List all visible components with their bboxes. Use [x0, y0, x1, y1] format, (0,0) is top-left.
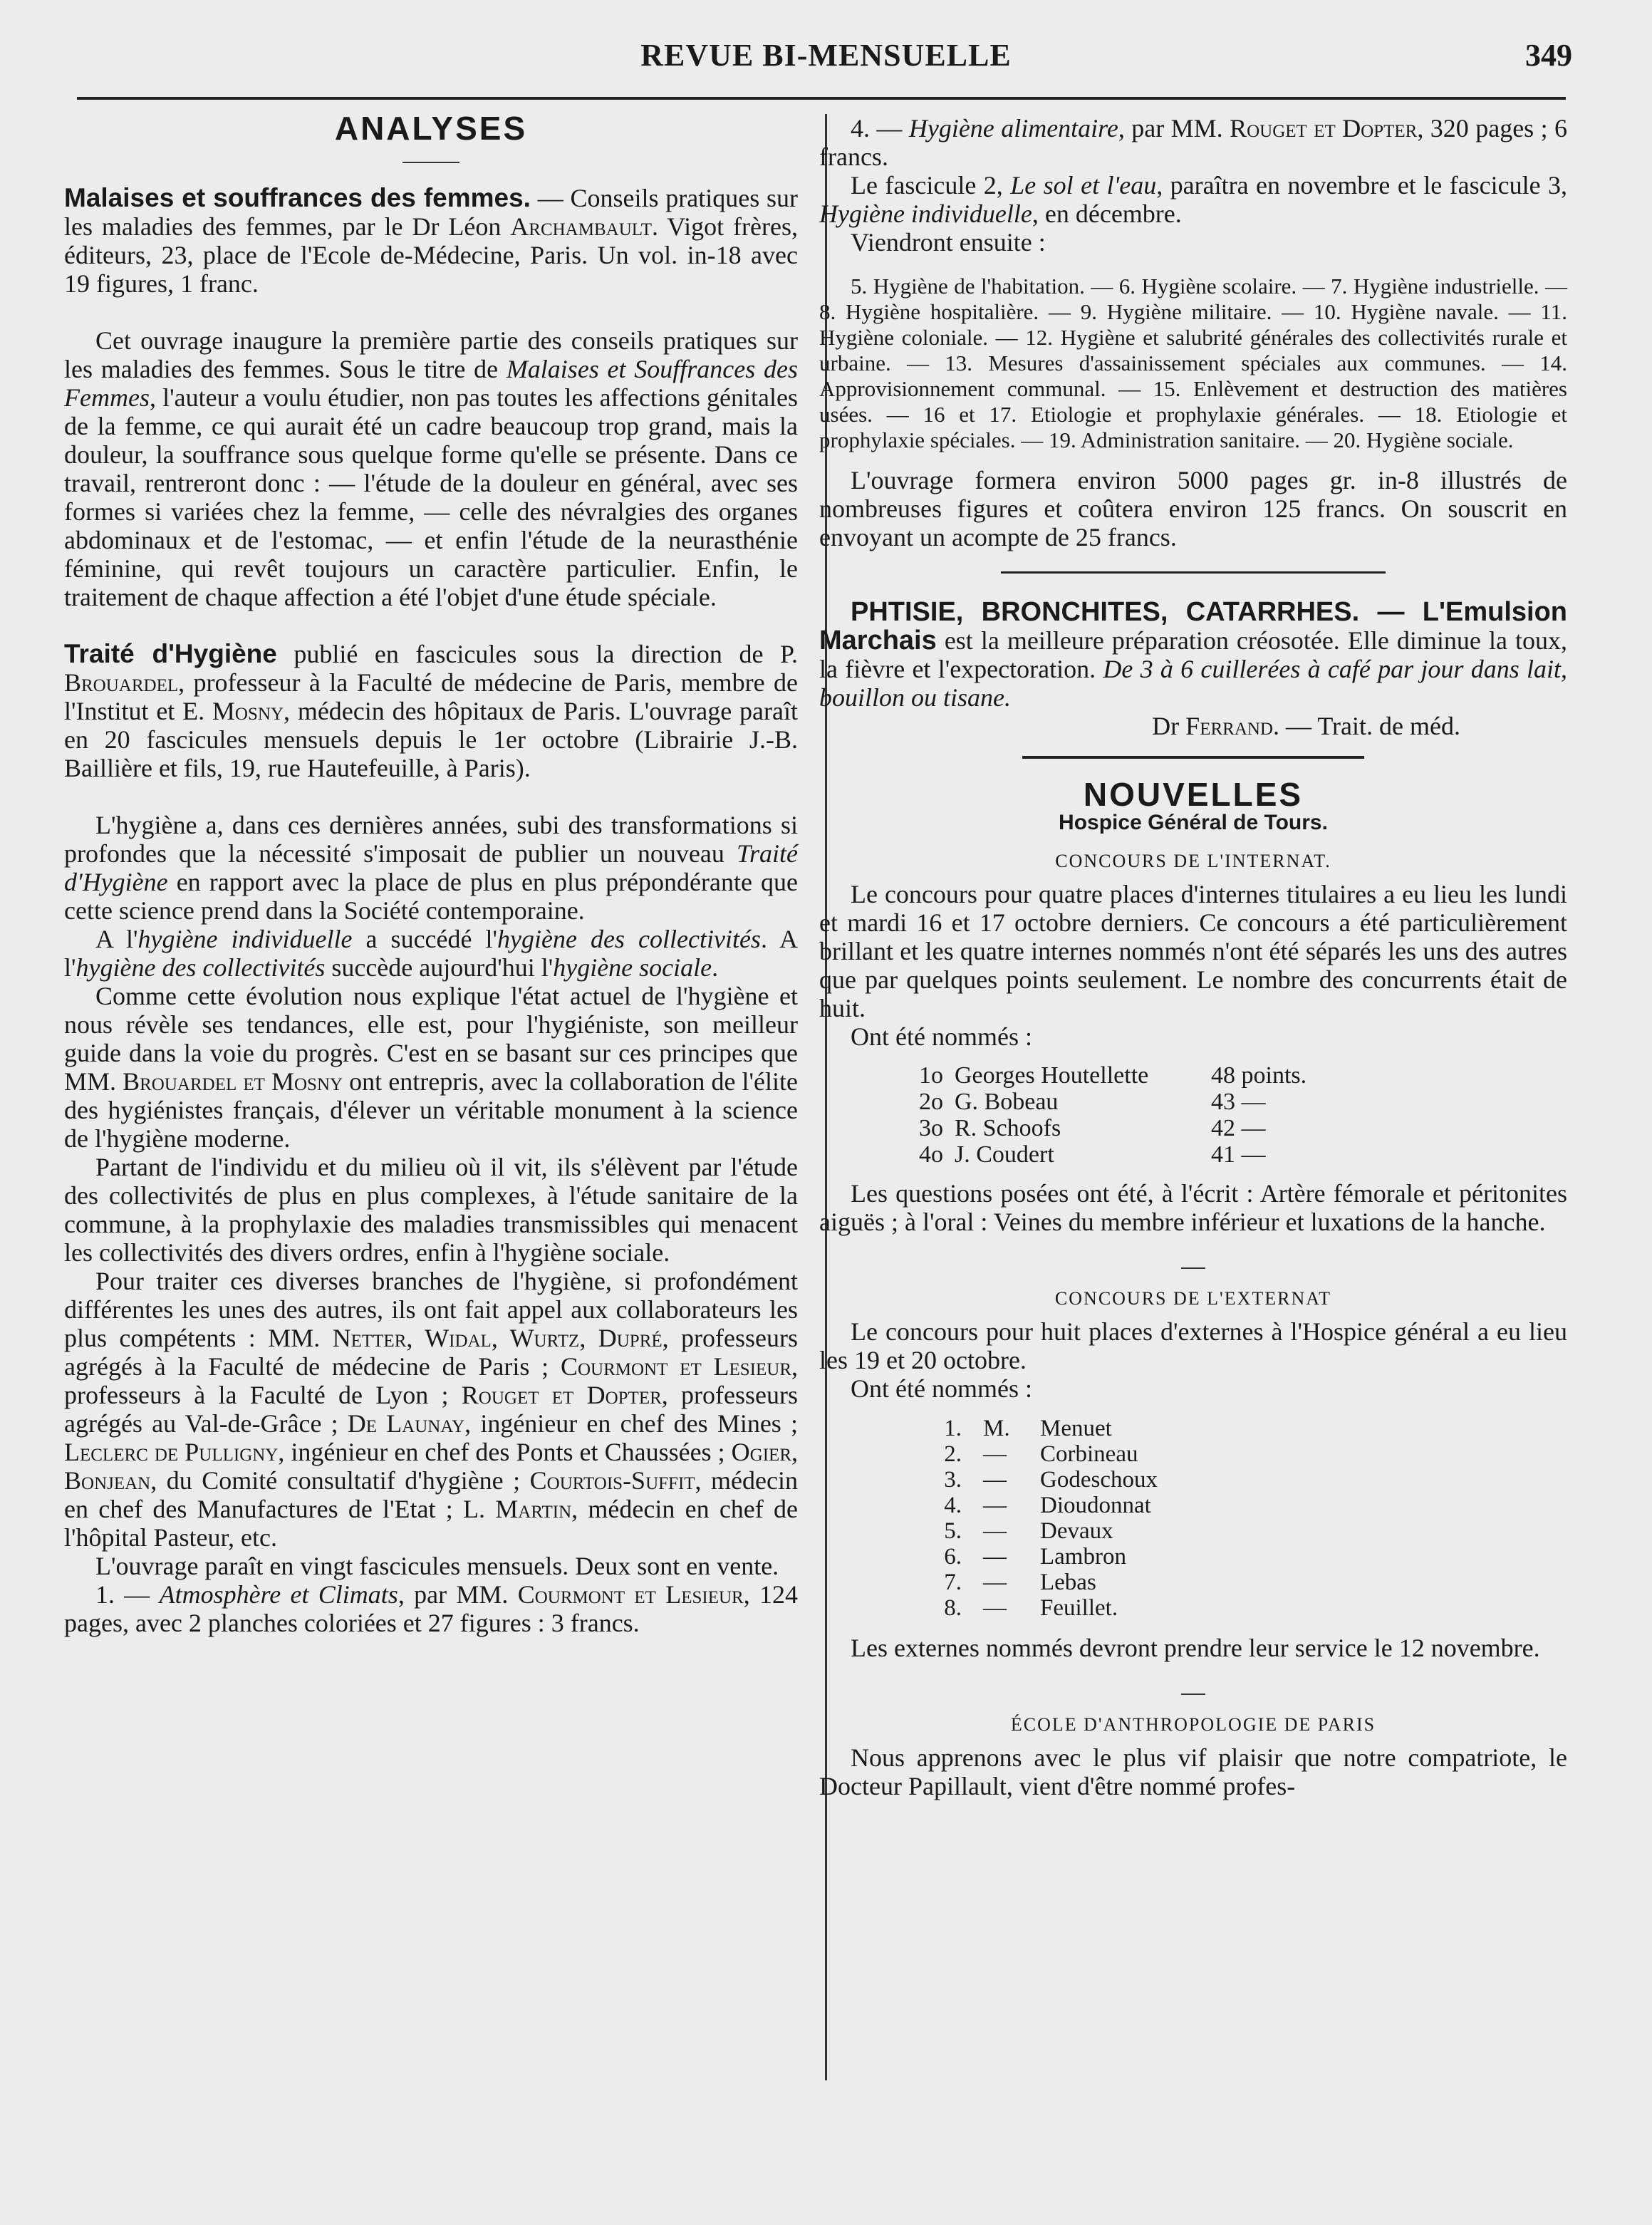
item-number: 2.	[944, 1441, 962, 1467]
questions-text: Les questions posées ont été, à l'écrit : Artère fémorale et péritonites aiguës ; à l'oral : Veines du membre inférieur et luxations de la hanche.	[819, 1179, 1567, 1236]
sig-name: Ferrand	[1185, 712, 1273, 740]
body-text: , du Comité consultatif d'hygiène ;	[150, 1466, 530, 1495]
item-number: 8.	[944, 1595, 962, 1621]
externat-results	[912, 1416, 1567, 1621]
service-text: Les externes nommés devront prendre leur service le 12 novembre.	[851, 1634, 1540, 1662]
list-item	[912, 1518, 1567, 1544]
body-text: , par MM.	[1118, 114, 1230, 142]
article-malaises-biblio	[64, 184, 798, 298]
result-row	[919, 1115, 1567, 1141]
body-text: ont entrepris, avec la collaboration de l'élite des hygiénistes français, d'élever un véritable monument à la science de l'hygiène moderne.	[64, 1067, 798, 1153]
ouvrage-summary: L'ouvrage formera environ 5000 pages gr. in-8 illustrés de nombreuses figures et coûtera environ 125 francs. On souscrit en envoyant un acompte de 25 francs.	[819, 466, 1567, 551]
author-name: Netter, Widal, Wurtz, Dupré	[332, 1324, 663, 1352]
ad-signature	[819, 712, 1567, 740]
list-item	[912, 1493, 1567, 1518]
body-text: , médecin en chef de l'hôpital Pasteur, etc.	[64, 1495, 798, 1552]
header-rule	[77, 97, 1566, 100]
body-text: , l'auteur a voulu étudier, non pas toutes les affections génitales de la femme, ce qui aurait été un cadre beaucoup trop grand, mais la douleur, la souffrance sous quelque forme qu'elle se présente. Dans ce travail, rentreront donc : — l'étude de la douleur en général, avec ses formes si variées chez la femme, — celle des névralgies des organes abdominaux et de l'estomac, — et enfin l'étude de la neurasthénie féminine, qui revêt toujours un caractère particulier. Enfin, le traitement de chaque affection a été l'objet d'une étude spéciale.	[64, 383, 798, 611]
body-text: Pour traiter ces diverses branches de l'hygiène, si profondément différentes les unes des autres, ils ont fait appel aux collaborateurs les plus compétents : MM.	[64, 1267, 798, 1352]
right-column	[819, 114, 1567, 1800]
list-item	[912, 1544, 1567, 1570]
points: 41 —	[1211, 1141, 1266, 1168]
item-number: 4.	[944, 1493, 962, 1518]
body-text: . A l'	[64, 925, 799, 982]
advertisement	[819, 598, 1567, 712]
body-text: , par MM.	[398, 1580, 518, 1609]
ad-body: est la meilleure préparation créosotée. Elle diminue la toux, la fièvre et l'expectoration.	[819, 626, 1567, 683]
name: J. Coudert	[955, 1141, 1054, 1168]
name: R. Schoofs	[955, 1115, 1061, 1141]
internat-heading: CONCOURS DE L'INTERNAT.	[1055, 851, 1331, 871]
body-text: succède aujourd'hui l'	[325, 953, 554, 982]
item-name: Menuet	[1040, 1416, 1112, 1441]
item-number: 3.	[944, 1467, 962, 1493]
item-title: —	[983, 1518, 1007, 1544]
article-malaises-body	[64, 326, 798, 611]
running-head	[0, 37, 1652, 80]
result-row	[919, 1089, 1567, 1115]
author-name: Courmont et Lesieur	[517, 1580, 744, 1609]
list-item	[912, 1467, 1567, 1493]
traite-paragraph-3	[64, 982, 798, 1153]
journal-title: REVUE BI-MENSUELLE	[640, 38, 1012, 73]
section-title-analyses: ANALYSES	[334, 110, 528, 147]
author-name: Rouget et Dopter	[1230, 114, 1418, 142]
body-text: a succédé l'	[352, 925, 498, 953]
ad-dosage: De 3 à 6 cuillerées à café par jour dans lait, bouillon ou tisane.	[819, 655, 1567, 712]
item-title: —	[983, 1595, 1007, 1621]
body-text: , ingénieur en chef des Mines ;	[464, 1409, 798, 1438]
traite-paragraph-2	[64, 925, 798, 982]
author-name: Mosny	[212, 697, 284, 725]
points: 42 —	[1211, 1115, 1266, 1141]
ecole-heading: ÉCOLE D'ANTHROPOLOGIE DE PARIS	[1010, 1714, 1376, 1735]
article-head-traite: Traité d'Hygiène	[64, 639, 277, 668]
body-text: , professeurs agrégés au Val-de-Grâce ;	[64, 1381, 798, 1438]
rank: 1o	[919, 1062, 943, 1089]
item-title: —	[983, 1441, 1007, 1467]
body-text: .	[712, 953, 719, 982]
body-text: en rapport avec la place de plus en plus prépondérante que cette science prend dans la Société contemporaine.	[64, 868, 798, 925]
author-name: Archambault	[510, 212, 652, 241]
item-name: Feuillet.	[1040, 1595, 1118, 1621]
author-name: Leclerc de Pulligny	[64, 1438, 279, 1466]
externat-heading: CONCOURS DE L'EXTERNAT	[1054, 1288, 1332, 1309]
item-title: —	[983, 1544, 1007, 1570]
list-item	[912, 1416, 1567, 1441]
item-name: Godeschoux	[1040, 1467, 1158, 1493]
item-name: Dioudonnat	[1040, 1493, 1151, 1518]
body-text: , 124 pages, avec 2 planches coloriées et 27 figures : 3 francs.	[64, 1580, 799, 1637]
small-dash	[819, 1246, 1567, 1275]
section-title-nouvelles: NOUVELLES	[1083, 776, 1304, 813]
list-item	[912, 1570, 1567, 1595]
author-name: Brouardel	[64, 668, 179, 697]
body-text: Cet ouvrage inaugure la première partie des conseils pratiques sur les maladies des femmes. Sous le titre de	[64, 326, 798, 383]
author-name: Rouget et Dopter	[461, 1381, 662, 1409]
body-text: 1. —	[95, 1580, 160, 1609]
body-text: , médecin des hôpitaux de Paris. L'ouvrage paraît en 20 fascicules mensuels depuis le 1er octobre (Librairie J.-B. Baillière et fils, 19, rue Hautefeuille, à Paris).	[64, 697, 798, 782]
fascicule-4	[819, 114, 1567, 171]
body-italic: Malaises et Souffrances des Femmes	[64, 355, 798, 412]
author-name: Courtois-Suffit	[529, 1466, 695, 1495]
item-title: M.	[983, 1416, 1010, 1441]
item-title: —	[983, 1493, 1007, 1518]
author-name: Brouardel et Mosny	[123, 1067, 343, 1096]
ecole-text: Nous apprenons avec le plus vif plaisir que notre compatriote, le Docteur Papillault, vient d'être nommé profes-	[819, 1743, 1567, 1800]
body-text: , professeur à la Faculté de médecine de Paris, membre de l'Institut et E.	[64, 668, 798, 725]
body-text: , professeurs agrégés à la Faculté de médecine de Paris ;	[64, 1324, 798, 1381]
name: G. Bobeau	[955, 1089, 1059, 1115]
item-name: Lebas	[1040, 1570, 1096, 1595]
section-divider	[1001, 571, 1386, 574]
body-text: 4. —	[851, 114, 909, 142]
body-text: Le fascicule 2,	[851, 171, 1011, 199]
traite-fascicule-1	[64, 1580, 798, 1637]
title-dash	[64, 145, 798, 174]
article-head-malaises: Malaises et souffrances des femmes.	[64, 183, 531, 212]
item-number: 7.	[944, 1570, 962, 1595]
points: 43 —	[1211, 1089, 1266, 1115]
small-dash	[819, 1672, 1567, 1701]
section-divider	[1022, 756, 1364, 759]
body-text: , paraîtra en novembre et le fascicule 3,	[1156, 171, 1568, 199]
internat-results	[919, 1062, 1567, 1168]
externat-named: Ont été nommés :	[851, 1374, 1032, 1403]
body-italic: hygiène des collectivités	[76, 953, 326, 982]
ad-headline: PHTISIE, BRONCHITES, CATARRHES. — L'Emulsion Marchais	[819, 597, 1567, 655]
body-text: A l'	[95, 925, 138, 953]
author-name: De Launay	[347, 1409, 465, 1438]
traite-paragraph-4: Partant de l'individu et du milieu où il vit, ils s'élèvent par l'étude des collectivités de plus en plus complexes, à l'étude sanitaire de la commune, à la prophylaxie des maladies transmissibles qui menacent les collectivités des divers ordres, enfin à l'hygiène sociale.	[64, 1153, 798, 1267]
body-italic: Le sol et l'eau	[1010, 171, 1157, 199]
externat-text: Le concours pour huit places d'externes à l'Hospice général a eu lieu les 19 et 20 octobre.	[819, 1317, 1567, 1374]
points: 48 points.	[1211, 1062, 1307, 1089]
body-italic: hygiène des collectivités	[497, 925, 761, 953]
body-italic: hygiène individuelle	[137, 925, 353, 953]
item-name: Devaux	[1040, 1518, 1113, 1544]
body-text: , professeurs à la Faculté de Lyon ;	[64, 1352, 799, 1409]
item-number: 1.	[944, 1416, 962, 1441]
traite-paragraph-6: L'ouvrage paraît en vingt fascicules mensuels. Deux sont en vente.	[95, 1552, 779, 1580]
result-row	[919, 1141, 1567, 1168]
item-number: 6.	[944, 1544, 962, 1570]
body-italic: Hygiène alimentaire	[908, 114, 1118, 142]
body-text: Comme cette évolution nous explique l'état actuel de l'hygiène et nous révèle ses tendances, elle est, pour l'hygiéniste, son meilleur guide dans la voie du progrès. C'est en se basant sur ces principes que MM.	[64, 982, 798, 1096]
page-number: 349	[1525, 38, 1572, 73]
sig-ref: . — Trait. de méd.	[1272, 712, 1460, 740]
body-text: , 320 pages ; 6 francs.	[819, 114, 1568, 171]
body-italic: Traité d'Hygiène	[64, 839, 798, 896]
biblio-text: . Vigot frères, éditeurs, 23, place de l'Ecole de-Médecine, Paris. Un vol. in-18 avec 19 figures, 1 franc.	[64, 212, 798, 298]
traite-paragraph-5	[64, 1267, 798, 1552]
author-name: Martin	[495, 1495, 572, 1523]
author-name: Courmont et Lesieur	[560, 1352, 792, 1381]
news-subtitle: Hospice Général de Tours.	[1059, 811, 1328, 834]
left-column	[64, 110, 799, 1637]
body-italic: Hygiène individuelle	[819, 199, 1032, 228]
name: Georges Houtellette	[955, 1062, 1149, 1089]
item-name: Corbineau	[1040, 1441, 1138, 1467]
sig-title: Dr	[1152, 712, 1186, 740]
item-number: 5.	[944, 1518, 962, 1544]
author-name: Ogier, Bonjean	[64, 1438, 798, 1495]
list-item	[912, 1595, 1567, 1621]
traite-paragraph-1	[64, 811, 798, 925]
result-row	[919, 1062, 1567, 1089]
internat-named: Ont été nommés :	[851, 1022, 1032, 1051]
viendront-ensuite: Viendront ensuite :	[851, 228, 1046, 256]
biblio-text: — Conseils pratiques sur les maladies des femmes, par le Dr Léon	[64, 184, 798, 241]
body-text: publié en fascicules sous la direction de P.	[276, 640, 798, 668]
fascicule-2-3	[819, 171, 1567, 228]
item-title: —	[983, 1467, 1007, 1493]
body-text: , médecin en chef des Manufactures de l'Etat ; L.	[64, 1466, 798, 1523]
rank: 3o	[919, 1115, 943, 1141]
item-name: Lambron	[1040, 1544, 1126, 1570]
fascicule-list: 5. Hygiène de l'habitation. — 6. Hygiène scolaire. — 7. Hygiène industrielle. — 8. Hygiène hospitalière. — 9. Hygiène militaire. — 10. Hygiène navale. — 11. Hygiène coloniale. — 12. Hygiène et salubrité générales des collectivités rurale et urbaine. — 13. Mesures d'assainissement spéciales aux communes. — 14. Approvisionnement communal. — 15. Enlèvement et destruction des matières usées. — 16 et 17. Etiologie et prophylaxie générales. — 18. Etiologie et prophylaxie spéciales. — 19. Administration sanitaire. — 20. Hygiène sociale.	[819, 274, 1567, 452]
body-text: L'hygiène a, dans ces dernières années, subi des transformations si profondes que la nécessité s'imposait de publier un nouveau	[64, 811, 798, 868]
article-traite-intro	[64, 640, 798, 782]
body-text: , ingénieur en chef des Ponts et Chaussées ;	[278, 1438, 732, 1466]
body-text: , en décembre.	[1032, 199, 1182, 228]
item-title: —	[983, 1570, 1007, 1595]
rank: 2o	[919, 1089, 943, 1115]
internat-text: Le concours pour quatre places d'internes titulaires a eu lieu les lundi et mardi 16 et 17 octobre derniers. Ce concours a été particulièrement brillant et les quatre internes nommés n'ont été séparés les uns des autres que par quelques points seulement. Le nombre des concurrents était de huit.	[819, 880, 1567, 1022]
rank: 4o	[919, 1141, 943, 1168]
body-italic: hygiène sociale	[553, 953, 712, 982]
body-italic: Atmosphère et Climats	[159, 1580, 398, 1609]
list-item	[912, 1441, 1567, 1467]
